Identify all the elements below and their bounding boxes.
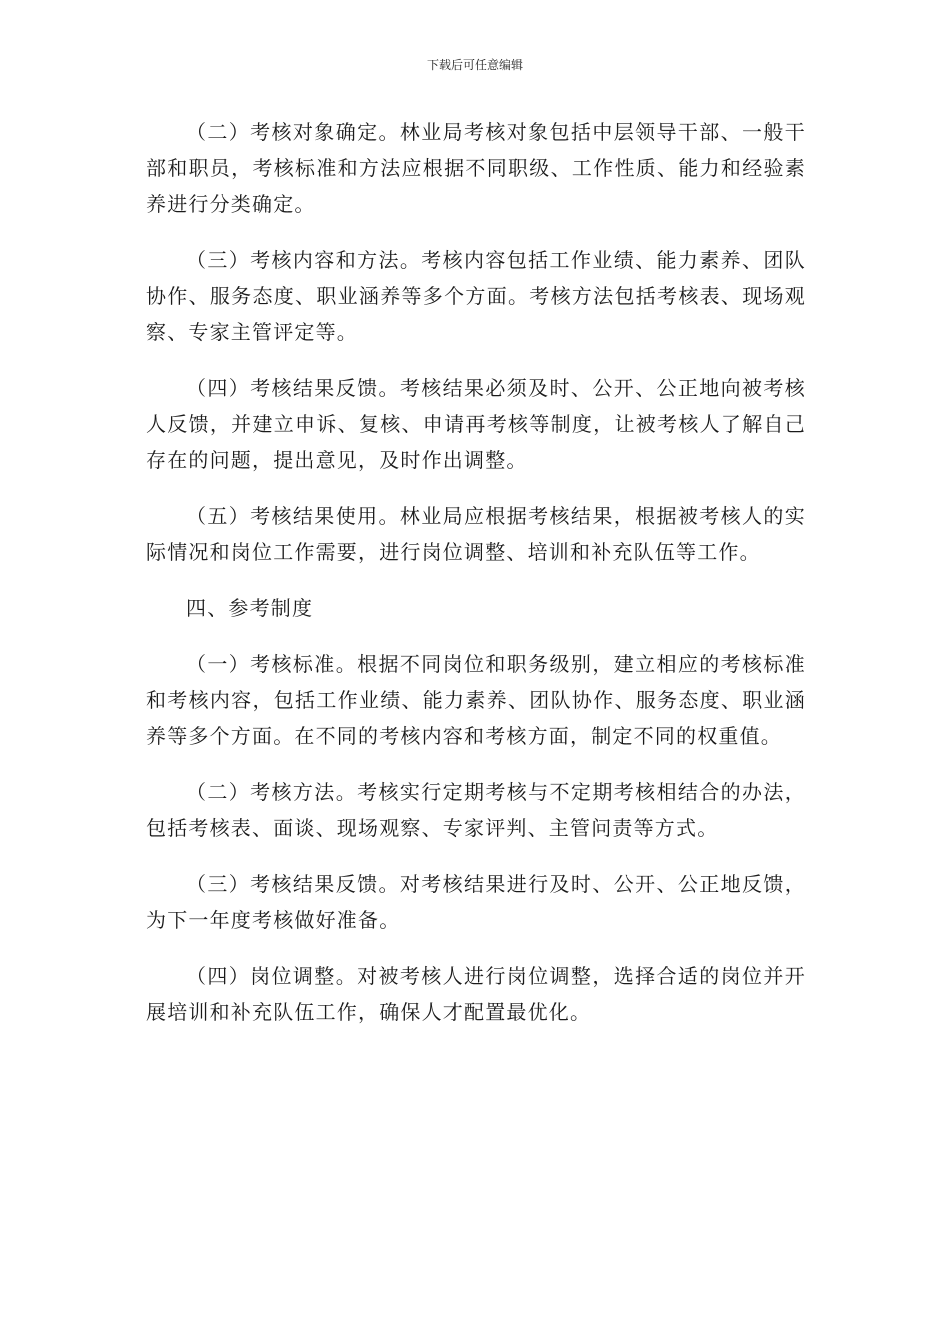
section-heading-reference-system: 四、参考制度 xyxy=(186,596,314,620)
paragraph-reference-position-adjustment: （四）岗位调整。对被考核人进行岗位调整，选择合适的岗位并开展培训和补充队伍工作，确保人才配置最优化。 xyxy=(146,964,806,1024)
paragraph-assessment-feedback: （四）考核结果反馈。考核结果必须及时、公开、公正地向被考核人反馈，并建立申诉、复核、申请再考核等制度，让被考核人了解自己存在的问题，提出意见，及时作出调整。 xyxy=(146,376,806,472)
paragraph-reference-methods: （二）考核方法。考核实行定期考核与不定期考核相结合的办法，包括考核表、面谈、现场观察、专家评判、主管问责等方式。 xyxy=(146,780,806,840)
page-header-note: 下载后可任意编辑 xyxy=(426,58,523,72)
paragraph-reference-standards: （一）考核标准。根据不同岗位和职务级别，建立相应的考核标准和考核内容，包括工作业绩、能力素养、团队协作、服务态度、职业涵养等多个方面。在不同的考核内容和考核方面，制定不同的权重值。 xyxy=(146,652,806,748)
paragraph-assessment-result-use: （五）考核结果使用。林业局应根据考核结果，根据被考核人的实际情况和岗位工作需要，进行岗位调整、培训和补充队伍等工作。 xyxy=(146,504,806,564)
paragraph-assessment-targets: （二）考核对象确定。林业局考核对象包括中层领导干部、一般干部和职员，考核标准和方法应根据不同职级、工作性质、能力和经验素养进行分类确定。 xyxy=(146,120,806,216)
document-body xyxy=(146,114,806,1050)
paragraph-assessment-content-methods: （三）考核内容和方法。考核内容包括工作业绩、能力素养、团队协作、服务态度、职业涵养等多个方面。考核方法包括考核表、现场观察、专家主管评定等。 xyxy=(146,248,806,344)
paragraph-reference-feedback: （三）考核结果反馈。对考核结果进行及时、公开、公正地反馈，为下一年度考核做好准备。 xyxy=(146,872,806,932)
